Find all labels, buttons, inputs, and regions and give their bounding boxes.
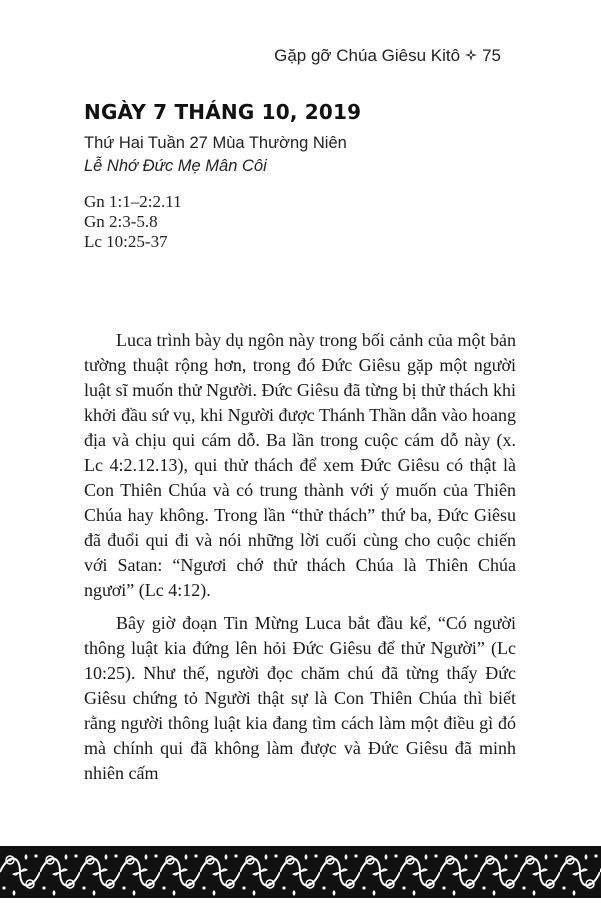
liturgical-day: Thứ Hai Tuần 27 Mùa Thường Niên (84, 134, 347, 152)
page-number: 75 (482, 46, 501, 65)
memorial-title: Lễ Nhớ Đức Mẹ Mân Côi (84, 157, 267, 175)
reading-item: Lc 10:25-37 (84, 232, 168, 251)
running-header (274, 46, 501, 66)
body-paragraph: Luca trình bày dụ ngôn này trong bối cảnh của một bản tường thuật rộng hơn, trong đó Đức Giêsu gặp một người luật sĩ muốn thử Người. Đức Giêsu đã từng bị thử thách khi khởi đầu sứ vụ, khi Người được Thánh Thần dẫn vào hoang địa và chịu qui cám dỗ. Ba lần trong cuộc cám dỗ này (x. Lc 4:2.12.13), qui thử thách để xem Đức Giêsu có thật là Con Thiên Chúa và có trung thành với ý muốn của Thiên Chúa hay không. Trong lần “thử thách” thứ ba, Đức Giêsu đã đuổi qui đi và nói những lời cuối cùng cho cuộc chiến với Satan: “Ngươi chớ thử thách Chúa là Thiên Chúa ngươi” (Lc 4:12). (84, 330, 516, 600)
running-title: Gặp gỡ Chúa Giêsu Kitô (274, 46, 461, 65)
reflection-body (84, 328, 516, 794)
reading-item: Gn 2:3-5.8 (84, 212, 158, 231)
body-paragraph: Bây giờ đoạn Tin Mừng Luca bắt đầu kể, “Có người thông luật kia đứng lên hỏi Đức Giêsu để thử Người” (Lc 10:25). Như thế, người đọc chăm chú đã từng thấy Đức Giêsu chứng tỏ Người thật sự là Con Thiên Chúa thì biết rằng người thông luật kia đang tìm cách làm một điều gì đó mà chính qui đã không làm được và Đức Giêsu đã minh nhiên cấm (84, 613, 516, 783)
maltese-cross-icon (465, 49, 477, 64)
readings-list (84, 192, 182, 252)
floral-border-ornament (0, 846, 601, 898)
date-title: NGÀY 7 THÁNG 10, 2019 (84, 100, 362, 124)
reading-item: Gn 1:1–2:2.11 (84, 192, 182, 211)
